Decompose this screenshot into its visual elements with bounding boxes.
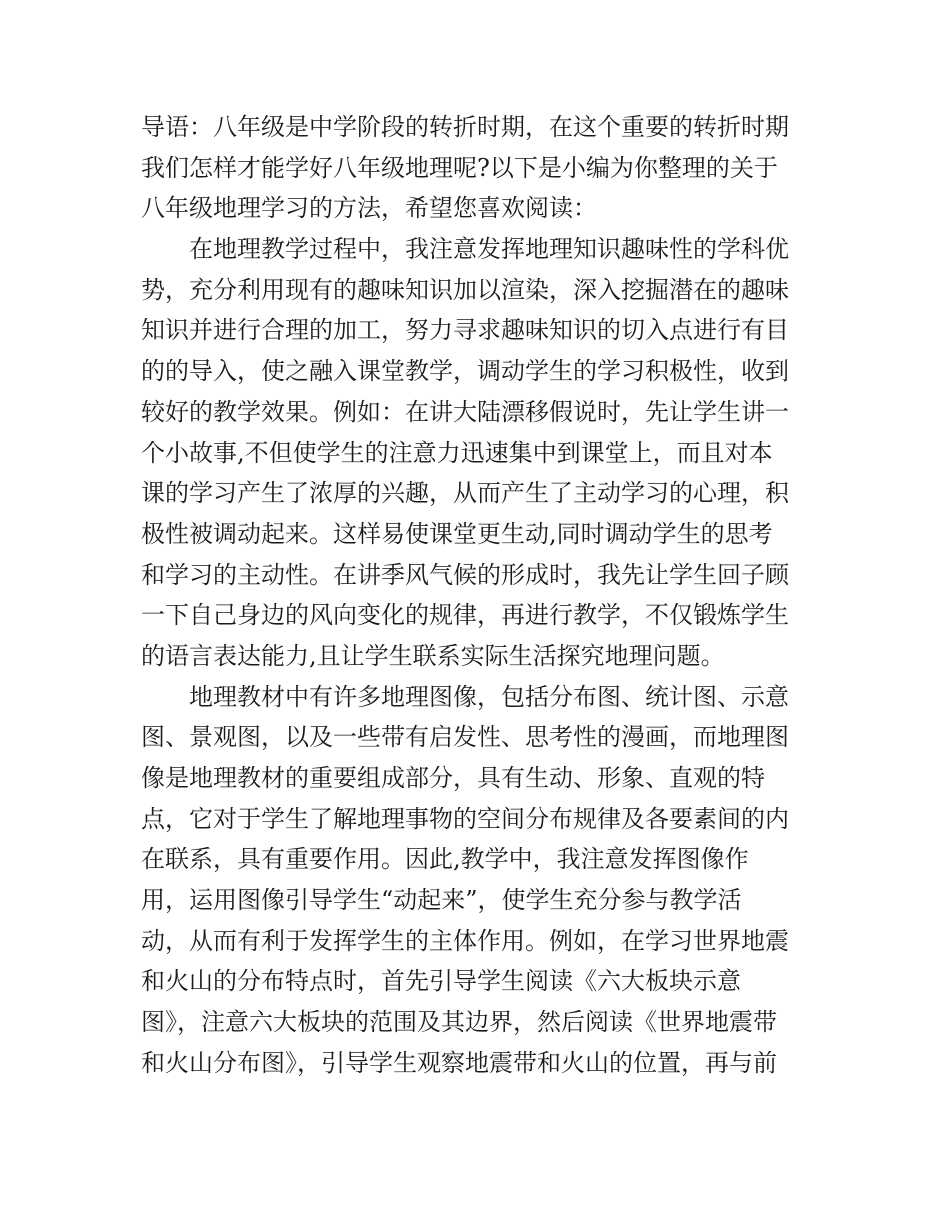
- paragraph-1-line-9: 和学习的主动性。在讲季风气候的形成时，我先让学生回子顾: [141, 560, 789, 589]
- paragraph-1-line-3: 知识并进行合理的加工，努力寻求趣味知识的切入点进行有目: [141, 316, 789, 345]
- paragraph-2-line-9: 图》，注意六大板块的范围及其边界，然后阅读《世界地震带: [141, 1008, 777, 1037]
- paragraph-2-line-1: 地理教材中有许多地理图像，包括分布图、统计图、示意: [189, 682, 789, 711]
- paragraph-1-line-5: 较好的教学效果。例如：在讲大陆漂移假说时，先让学生讲一: [141, 397, 789, 426]
- paragraph-2-line-7: 动，从而有利于发挥学生的主体作用。例如，在学习世界地震: [141, 926, 789, 955]
- paragraph-1-line-2: 势，充分利用现有的趣味知识加以渲染，深入挖掘潜在的趣味: [141, 275, 789, 304]
- paragraph-1-line-7: 课的学习产生了浓厚的兴趣，从而产生了主动学习的心理，积: [141, 479, 789, 508]
- paragraph-1-line-11: 的语言表达能力,且让学生联系实际生活探究地理问题。: [141, 641, 725, 670]
- paragraph-2-line-6: 用，运用图像引导学生“动起来”，使学生充分参与教学活: [141, 886, 742, 915]
- paragraph-1-line-8: 极性被调动起来。这样易使课堂更生动,同时调动学生的思考: [141, 519, 773, 548]
- paragraph-2-line-8: 和火山的分布特点时，首先引导学生阅读《六大板块示意: [141, 967, 741, 996]
- intro-line-3: 八年级地理学习的方法，希望您喜欢阅读：: [141, 194, 597, 223]
- intro-line-2: 我们怎样才能学好八年级地理呢?以下是小编为你整理的关于: [141, 153, 778, 182]
- body-text: [141, 107, 816, 1084]
- paragraph-2-line-3: 像是地理教材的重要组成部分，具有生动、形象、直观的特: [141, 764, 765, 792]
- paragraph-1-line-1: 在地理教学过程中，我注意发挥地理知识趣味性的学科优: [189, 235, 789, 264]
- paragraph-1-line-6: 个小故事,不但使学生的注意力迅速集中到课堂上，而且对本: [141, 438, 773, 467]
- intro-line-1: 导语：八年级是中学阶段的转折时期，在这个重要的转折时期: [141, 113, 789, 141]
- paragraph-1-line-10: 一下自己身边的风向变化的规律，再进行教学，不仅锻炼学生: [141, 601, 789, 630]
- paragraph-2-line-10: 和火山分布图》，引导学生观察地震带和火山的位置，再与前: [141, 1048, 777, 1077]
- paragraph-1-line-4: 的的导入，使之融入课堂教学，调动学生的学习积极性，收到: [141, 357, 789, 386]
- paragraph-2-line-4: 点，它对于学生了解地理事物的空间分布规律及各要素间的内: [141, 804, 789, 833]
- paragraph-2-line-2: 图、景观图，以及一些带有启发性、思考性的漫画，而地理图: [141, 723, 789, 752]
- paragraph-2-line-5: 在联系，具有重要作用。因此,教学中，我注意发挥图像作: [141, 845, 749, 874]
